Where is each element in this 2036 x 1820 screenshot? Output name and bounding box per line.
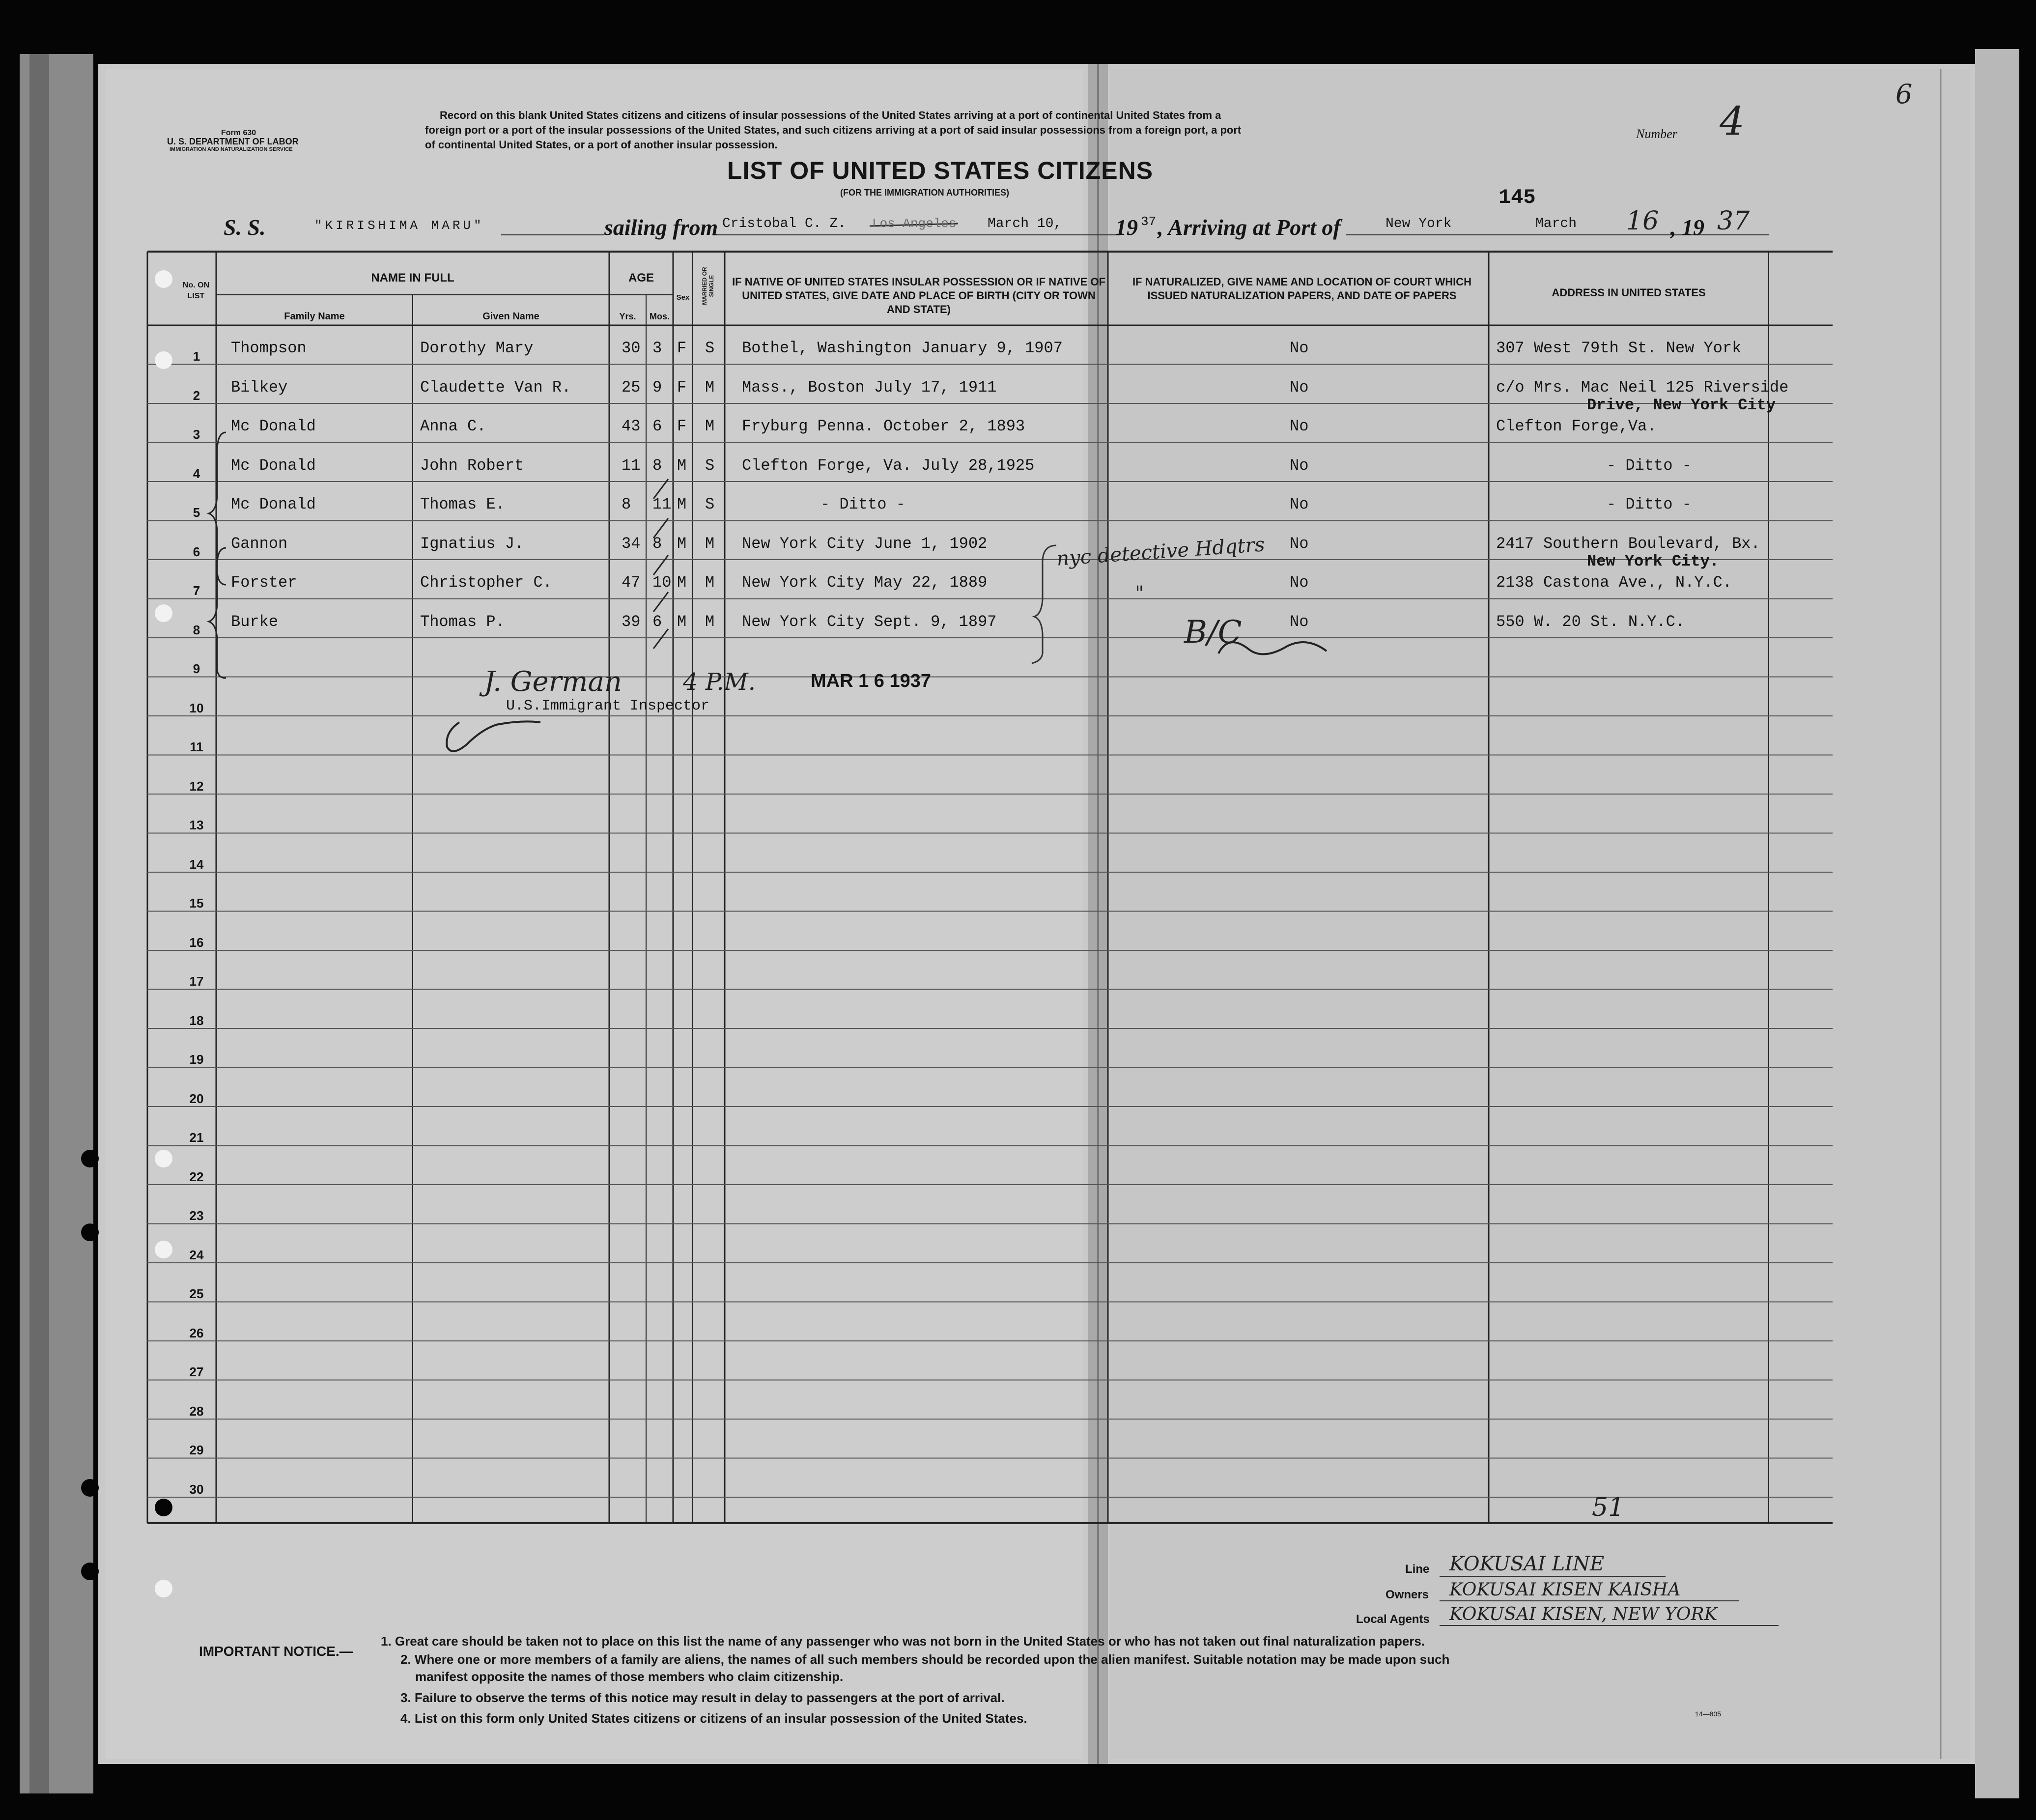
col-married-single: MARRIED OR SINGLE (701, 267, 715, 305)
time-initials: 4 P.M. (683, 668, 756, 696)
cell-mos: 8 (652, 534, 662, 553)
cell-birth: New York City June 1, 1902 (742, 534, 988, 553)
print-code: 14—805 (1695, 1710, 1721, 1718)
cell-mos: 11 (652, 495, 672, 513)
col-age: AGE (628, 271, 654, 284)
cell-mos: 10 (652, 573, 672, 592)
row-number: 29 (189, 1443, 204, 1457)
cell-addr2: New York City. (1587, 552, 1719, 570)
line-label: Line (1405, 1563, 1430, 1576)
cell-addr1: - Ditto - (1607, 456, 1692, 475)
row-number: 25 (189, 1286, 204, 1301)
cell-ms: M (705, 534, 715, 553)
binding-hole (155, 270, 172, 288)
cell-ms: M (705, 417, 715, 435)
notice-heading: IMPORTANT NOTICE.— (199, 1644, 353, 1659)
form-number: Form 630 (221, 129, 256, 137)
cell-mos: 3 (652, 339, 662, 357)
cell-ms: S (705, 456, 715, 475)
cell-sex: M (677, 612, 687, 631)
col-sex: Sex (676, 293, 690, 302)
cell-nat: No (1290, 456, 1309, 475)
cell-sex: F (677, 417, 687, 435)
service-name: IMMIGRATION AND NATURALIZATION SERVICE (170, 146, 293, 152)
row-number: 18 (189, 1013, 204, 1028)
binding-hole (155, 1580, 172, 1597)
number-value: 4 (1720, 98, 1745, 144)
cell-addr2: Drive, New York City (1587, 396, 1776, 414)
cell-family: Bilkey (231, 378, 288, 397)
cell-nat: No (1290, 378, 1309, 397)
col-family-name: Family Name (284, 311, 345, 322)
row-number: 6 (193, 544, 200, 559)
row-number: 17 (189, 974, 204, 989)
binding-hole (155, 604, 172, 622)
cell-birth: New York City May 22, 1889 (742, 573, 988, 592)
court-note: nyc detective Hdqtrs (1055, 533, 1266, 570)
row-number: 23 (189, 1208, 204, 1223)
agents-value: KOKUSAI KISEN, NEW YORK (1449, 1604, 1718, 1624)
row-number: 10 (189, 700, 204, 715)
bc-mark: B/C (1184, 614, 1242, 651)
binding-hole (155, 1150, 172, 1167)
cell-mos: 6 (652, 417, 662, 435)
ss-label: S. S. (224, 215, 266, 240)
cell-addr1: 2138 Castona Ave., N.Y.C. (1496, 573, 1732, 592)
row-number: 5 (193, 505, 200, 520)
cell-birth: Mass., Boston July 17, 1911 (742, 378, 997, 397)
cell-nat: No (1290, 534, 1309, 553)
notice-item-1: 1. Great care should be taken not to place on this list the name of any passenger who was not born in the United States or who has not taken out final naturalization papers. (381, 1634, 1425, 1649)
binding-hole (155, 351, 172, 369)
page-title: LIST OF UNITED STATES CITIZENS (727, 157, 1154, 184)
sailing-date: March 10, (988, 216, 1062, 231)
cell-ms: S (705, 495, 715, 513)
cell-addr1: Clefton Forge,Va. (1496, 417, 1657, 435)
row-number: 19 (189, 1052, 204, 1067)
cell-sex: M (677, 534, 687, 553)
sailing-year: 37 (1141, 214, 1157, 229)
arrival-year-prefix: , 19 (1670, 215, 1704, 240)
row-number: 9 (193, 661, 200, 676)
cell-birth: Fryburg Penna. October 2, 1893 (742, 417, 1025, 435)
cell-birth: - Ditto - (820, 495, 905, 513)
ditto-mark: " (1135, 582, 1144, 605)
cell-ms: M (705, 573, 715, 592)
row-number: 11 (190, 739, 203, 754)
cell-addr1: - Ditto - (1607, 495, 1692, 513)
department-name: U. S. DEPARTMENT OF LABOR (167, 137, 299, 146)
notice-item-4: 4. List on this form only United States citizens or citizens of an insular possession of the United States. (400, 1711, 1027, 1726)
cell-given: John Robert (420, 456, 524, 475)
row-number: 14 (189, 856, 204, 872)
cell-sex: M (677, 573, 687, 592)
cell-family: Mc Donald (231, 456, 316, 475)
cell-ms: M (705, 378, 715, 397)
sheet-mark: 6 (1895, 79, 1913, 110)
cell-given: Claudette Van R. (420, 378, 571, 397)
row-number: 16 (189, 935, 204, 950)
row-number: 12 (189, 778, 204, 794)
binding-hole (155, 1499, 172, 1516)
row-number: 7 (193, 583, 200, 598)
col-address: ADDRESS IN UNITED STATES (1552, 286, 1706, 299)
line-value: KOKUSAI LINE (1449, 1553, 1605, 1575)
row-number: 13 (189, 818, 204, 832)
col-birth: IF NATIVE OF UNITED STATES INSULAR POSSESSION OR IF NATIVE OF UNITED STATES, GIVE DATE AND PLACE OF BIRTH (CITY OR TOWN AND STATE) (732, 276, 1105, 315)
cell-birth: New York City Sept. 9, 1897 (742, 612, 997, 631)
page-mark: 51 (1592, 1493, 1625, 1522)
col-yrs: Yrs. (619, 312, 636, 321)
cell-family: Mc Donald (231, 417, 316, 435)
cell-nat: No (1290, 417, 1309, 435)
binding-hole (81, 1150, 99, 1167)
row-number: 21 (189, 1130, 204, 1145)
ship-name: "KIRISHIMA MARU" (314, 218, 484, 233)
cell-given: Christopher C. (420, 573, 552, 592)
date-stamp: MAR 1 6 1937 (811, 671, 932, 691)
row-number: 24 (189, 1247, 204, 1262)
binding-hole (81, 1479, 99, 1497)
cell-yrs: 47 (622, 573, 641, 592)
instruction-line-1: Record on this blank United States citizens and citizens of insular possessions of the United States arriving at a port of continental United States from a (440, 109, 1221, 121)
cell-yrs: 39 (622, 612, 641, 631)
row-number: 8 (193, 622, 200, 637)
notice-item-2b: manifest opposite the names of those members who claim citizenship. (415, 1669, 844, 1684)
col-naturalized: IF NATURALIZED, GIVE NAME AND LOCATION OF COURT WHICH ISSUED NATURALIZATION PAPERS, AND DATE OF PAPERS (1132, 276, 1472, 302)
col-name-in-full: NAME IN FULL (371, 271, 454, 284)
row-number: 3 (193, 427, 200, 442)
col-given-name: Given Name (482, 311, 539, 322)
row-number: 2 (193, 388, 200, 403)
cell-addr1: 307 West 79th St. New York (1496, 339, 1742, 357)
stamped-number: 145 (1499, 186, 1536, 209)
row-number: 4 (193, 466, 200, 481)
row-number: 26 (189, 1325, 204, 1340)
cell-birth: Clefton Forge, Va. July 28,1925 (742, 456, 1035, 475)
cell-sex: M (677, 456, 687, 475)
cell-yrs: 11 (622, 456, 641, 475)
cell-nat: No (1290, 612, 1309, 631)
cell-given: Ignatius J. (420, 534, 524, 553)
cell-sex: F (677, 339, 687, 357)
struck-port: Los Angeles (872, 216, 957, 231)
cell-given: Dorothy Mary (420, 339, 534, 357)
departure-port: Cristobal C. Z. (722, 216, 847, 231)
cell-family: Gannon (231, 534, 288, 553)
cell-nat: No (1290, 495, 1309, 513)
row-number: 22 (189, 1169, 204, 1184)
page-subtitle: (FOR THE IMMIGRATION AUTHORITIES) (840, 188, 1009, 198)
inspector-signature: J. German (484, 666, 622, 698)
cell-sex: F (677, 378, 687, 397)
sailing-year-prefix: 19 (1115, 215, 1138, 240)
instruction-line-2: foreign port or a port of the insular possessions of the United States, and such citizens arriving at a port of said insular possessions from a foreign port, a port (425, 124, 1242, 136)
binding-hole (155, 1241, 172, 1258)
cell-nat: No (1290, 573, 1309, 592)
cell-sex: M (677, 495, 687, 513)
row-number: 28 (189, 1403, 204, 1419)
cell-given: Anna C. (420, 417, 486, 435)
row-number: 1 (193, 349, 200, 364)
cell-family: Forster (231, 573, 297, 592)
cell-family: Mc Donald (231, 495, 316, 513)
cell-family: Thompson (231, 339, 307, 357)
arrival-day: 16 (1626, 206, 1659, 236)
cell-addr1: 2417 Southern Boulevard, Bx. (1496, 534, 1760, 553)
cell-mos: 8 (652, 456, 662, 475)
binding-hole (81, 1563, 99, 1580)
cell-birth: Bothel, Washington January 9, 1907 (742, 339, 1063, 357)
binding-hole (81, 1223, 99, 1241)
instruction-line-3: of continental United States, or a port of another insular possession. (425, 139, 778, 151)
arriving-label: , Arriving at Port of (1158, 215, 1341, 240)
cell-given: Thomas E. (420, 495, 505, 513)
cell-yrs: 30 (622, 339, 641, 357)
cell-nat: No (1290, 339, 1309, 357)
cell-mos: 6 (652, 612, 662, 631)
col-mos: Mos. (649, 312, 670, 321)
cell-yrs: 25 (622, 378, 641, 397)
owners-label: Owners (1386, 1588, 1429, 1601)
notice-item-2a: 2. Where one or more members of a family are aliens, the names of all such members should be recorded upon the alien manifest. Suitable notation may be made upon such (400, 1652, 1450, 1667)
cell-given: Thomas P. (420, 612, 505, 631)
row-number: 30 (189, 1481, 204, 1497)
row-number: 15 (189, 896, 204, 910)
cell-family: Burke (231, 612, 279, 631)
cell-addr1: 550 W. 20 St. N.Y.C. (1496, 612, 1685, 631)
cell-yrs: 34 (622, 534, 641, 553)
owners-value: KOKUSAI KISEN KAISHA (1449, 1580, 1681, 1600)
number-label: Number (1636, 127, 1677, 141)
row-number: 27 (189, 1365, 204, 1379)
arrival-port: New York (1386, 216, 1452, 231)
cell-yrs: 43 (622, 417, 641, 435)
cell-mos: 9 (652, 378, 662, 397)
inspector-title: U.S.Immigrant Inspector (506, 698, 710, 714)
cell-ms: M (705, 612, 715, 631)
cell-addr1: c/o Mrs. Mac Neil 125 Riverside (1496, 378, 1789, 397)
sailing-label: sailing from (604, 215, 718, 240)
row-number: 20 (189, 1091, 204, 1106)
notice-item-3: 3. Failure to observe the terms of this notice may result in delay to passengers at the port of arrival. (400, 1690, 1005, 1705)
cell-ms: S (705, 339, 715, 357)
arrival-year: 37 (1717, 206, 1750, 236)
agents-label: Local Agents (1356, 1613, 1430, 1626)
col-no-on-list: No. ON LIST (182, 281, 210, 300)
arrival-month: March (1535, 216, 1577, 231)
cell-yrs: 8 (622, 495, 631, 513)
